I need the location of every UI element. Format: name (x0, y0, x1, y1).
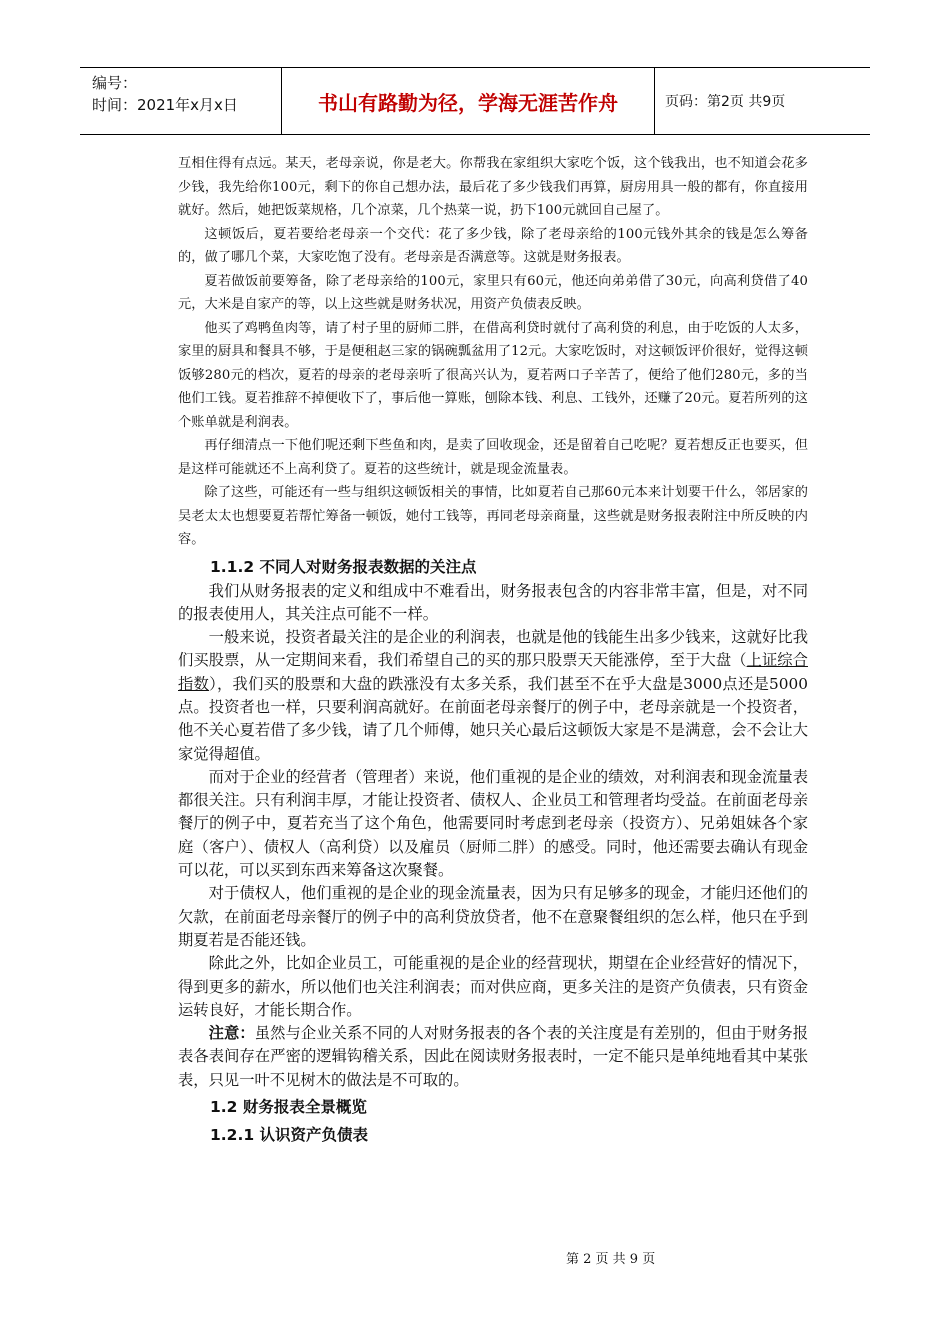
index-link[interactable]: 上证综合指数 (178, 651, 808, 693)
section-heading-1-2: 1.2 财务报表全景概览 (210, 1098, 367, 1117)
note-text: 虽然与企业关系不同的人对财务报表的各个表的关注度是有差别的，但由于财务报表各表间存在严密的逻辑钩稽关系，因此在阅读财务报表时，一定不能只是单纯地看其中某张表，只见一叶不见树木的做法是不可取的。 (178, 1024, 808, 1089)
header-meta (80, 68, 281, 134)
document-body (178, 152, 808, 1148)
paragraph: 这顿饭后，夏若要给老母亲一个交代：花了多少钱，除了老母亲给的100元钱外其余的钱是怎么筹备的，做了哪几个菜，大家吃饱了没有。老母亲是否满意等。这就是财务报表。 (178, 226, 808, 265)
paragraph-text: ），我们买的股票和大盘的跌涨没有太多关系，我们甚至不在乎大盘是3000点还是5000点。投资者也一样，只要利润高就好。在前面老母亲餐厅的例子中，老母亲就是一个投资者，他不关心夏若借了多少钱，请了几个师傅，她只关心最后这顿饭大家是不是满意，会不会让大家觉得超值。 (178, 674, 808, 763)
paragraph: 除此之外，比如企业员工，可能重视的是企业的经营现状，期望在企业经营好的情况下，得到更多的薪水，所以他们也关注利润表；而对供应商，更多关注的是资产负债表，只有资金运转良好，才能长期合作。 (178, 954, 808, 1019)
section-heading-1-1-2: 1.1.2 不同人对财务报表数据的关注点 (210, 557, 477, 576)
paragraph: 我们从财务报表的定义和组成中不难看出，财务报表包含的内容非常丰富，但是，对不同的报表使用人，其关注点可能不一样。 (178, 581, 808, 623)
paragraph (178, 626, 808, 766)
section-heading-1-2-1: 1.2.1 认识资产负债表 (210, 1126, 369, 1145)
paragraph: 对于债权人，他们重视的是企业的现金流量表，因为只有足够多的现金，才能归还他们的欠款，在前面老母亲餐厅的例子中的高利贷放贷者，他不在意聚餐组织的怎么样，他只在乎到期夏若是否能还钱。 (178, 884, 808, 949)
page-header (80, 67, 870, 135)
header-motto: 书山有路勤为径，学海无涯苦作舟 (281, 68, 655, 134)
paragraph: 再仔细清点一下他们呢还剩下些鱼和肉，是卖了回收现金，还是留着自己吃呢？夏若想反正也要买，但是这样可能就还不上高利贷了。夏若的这些统计，就是现金流量表。 (178, 438, 808, 477)
paragraph: 而对于企业的经营者（管理者）来说，他们重视的是企业的绩效，对利润表和现金流量表都很关注。只有利润丰厚，才能让投资者、债权人、企业员工和管理者均受益。在前面老母亲餐厅的例子中，夏若充当了这个角色，他需要同时考虑到老母亲（投资方）、兄弟姐妹各个家庭（客户）、债权人（高利贷）以及雇员（厨师二胖）的感受。同时，他还需要去确认有现金可以花，可以买到东西来筹备这次聚餐。 (178, 767, 808, 880)
paragraph: 他买了鸡鸭鱼肉等，请了村子里的厨师二胖，在借高利贷时就付了高利贷的利息，由于吃饭的人太多，家里的厨具和餐具不够，于是便租赵三家的锅碗瓢盆用了12元。大家吃饭时，对这顿饭评价很好，觉得这顿饭够280元的档次，夏若的母亲的老母亲听了很高兴认为，夏若两口子辛苦了，便给了他们280元，多的当他们工钱。夏若推辞不掉便收下了，事后他一算账，刨除本钱、利息、工钱外，还赚了20元。夏若所列的这个账单就是利润表。 (178, 320, 808, 430)
paragraph-text: 一般来说，投资者最关注的是企业的利润表，也就是他的钱能生出多少钱来，这就好比我们买股票，从一定期间来看，我们希望自己的买的那只股票天天能涨停，至于大盘（ (178, 628, 808, 670)
document-number-label: 编号： (92, 74, 138, 92)
document-date-label: 时间：2021年x月x日 (92, 96, 238, 114)
paragraph: 夏若做饭前要筹备，除了老母亲给的100元，家里只有60元，他还向弟弟借了30元，向高利贷借了40元，大米是自家产的等，以上这些就是财务状况，用资产负债表反映。 (178, 273, 808, 312)
paragraph: 除了这些，可能还有一些与组织这顿饭相关的事情，比如夏若自己那60元本来计划要干什么，邻居家的吴老太太也想要夏若帮忙筹备一顿饭，她付工钱等，再同老母亲商量，这些就是财务报表附注中所反映的内容。 (178, 485, 808, 547)
footer-page-number: 第 2 页 共 9 页 (566, 1252, 656, 1267)
paragraph: 互相住得有点远。某天，老母亲说，你是老大。你帮我在家组织大家吃个饭，这个钱我出，也不知道会花多少钱，我先给你100元，剩下的你自己想办法，最后花了多少钱我们再算，厨房用具一般的都有，你直接用就好。然后，她把饭菜规格，几个凉菜，几个热菜一说，扔下100元就回自己屋了。 (178, 156, 808, 218)
note-label: 注意： (208, 1024, 255, 1043)
header-page-label: 页码：第2页 共9页 (665, 94, 786, 110)
note-paragraph (178, 1022, 808, 1092)
